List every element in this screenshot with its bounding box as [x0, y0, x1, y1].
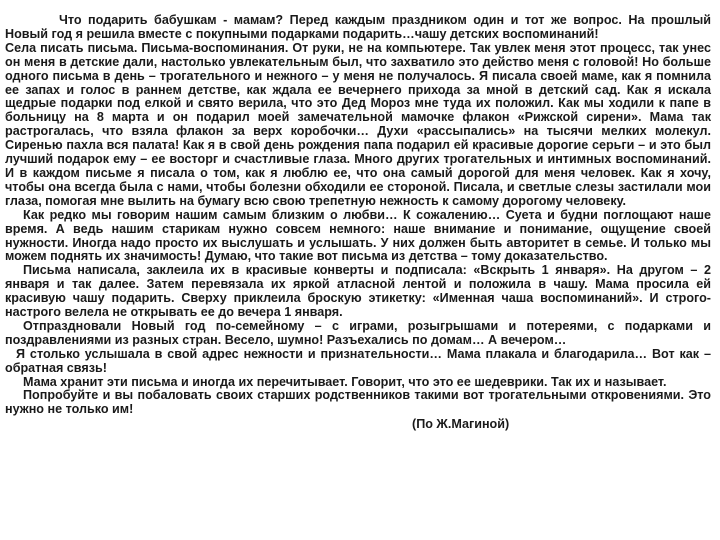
paragraph-love-rarely: Как редко мы говорим нашим самым близким о любви… К сожалению… Суета и будни поглощают наше время. А ведь нашим старикам нужно совсем немного: наше внимание и понимание, ощущение своей нужности. Иногда надо просто их выслушать и услышать. У них должен быть авторитет в семье. И только мы можем поднять их значимость! Думаю, что такие вот письма из детства – тому доказательство. [5, 207, 711, 264]
paragraph-feedback: Я столько услышала в свой адрес нежности и признательности… Мама плакала и благодарила… Вот как – обратная связь! [5, 346, 711, 375]
paragraph-envelopes: Письма написала, заклеила их в красивые конверты и подписала: «Вскрыть 1 января». На другом – 2 января и так далее. Затем перевязала их яркой атласной лентой и положила в чашу. Мама просила ей красивую чашу подарить. Сверху приклеила броскую этикетку: «Именная чаша воспоминаний». И строго-настрого велела не открывать ее до вечера 1 января. [5, 263, 711, 320]
paragraph-try-it: Попробуйте и вы побаловать своих старших родственников такими вот трогательными откровениями. Это нужно не только им! [5, 388, 711, 417]
paragraph-new-year: Отпраздновали Новый год по-семейному – с играми, розыгрышами и потереями, с подарками и поздравлениями из разных стран. Весело, шумно! Разъехались по домам… А вечером… [5, 318, 711, 347]
paragraph-letters: Села писать письма. Письма-воспоминания. От руки, не на компьютере. Так увлек меня этот процесс, так унес он меня в детские дали, настолько увлекательным был, что захватило это действо меня с головой! Но больше одного письма в день – трогательного и нежного – у меня не получалось. Я писала своей маме, как я помнила ее запах и голос в раннем детстве, как ждала ее вечернего прихода за мной в детский сад. Как я искала щедрые подарки под елкой и свято верила, что это Дед Мороз мне туда их положил. Как мы ходили к папе в больницу на 8 марта и он подарил моей замечательной мамочке флакон «Рижской сирени». Мама так растрогалась, что взяла флакон за верх коробочки… Духи «рассыпались» на тысячи мелких молекул. Сиренью пахла вся палата! Как я в свой день рождения папа подарил ей красивые дорогие серьги – и это был лучший подарок ему – ее восторг и счастливые глаза. Много других трогательных и интимных воспоминаний. И в каждом письме я писала о том, как я люблю ее, что она самый дорогой для меня человек. Как я хочу, чтобы она всегда была с нами, чтобы болезни обходили ее стороной. Писала, и светлые слезы застилали мои глаза, помогая мне вылить на бумагу всю свою трепетную нежность к самому дорогому человеку. [5, 40, 711, 208]
paragraph-intro: Что подарить бабушкам - мамам? Перед каждым праздником один и тот же вопрос. На прошлый Новый год я решила вместе с покупными подарками подарить…чашу детских воспоминаний! [5, 13, 711, 41]
author-attribution: (По Ж.Магиной) [412, 417, 510, 432]
paragraph-keeps-letters: Мама хранит эти письма и иногда их перечитывает. Говорит, что это ее шедеврики. Так их и называет. [23, 374, 667, 389]
document-page [5, 14, 711, 432]
